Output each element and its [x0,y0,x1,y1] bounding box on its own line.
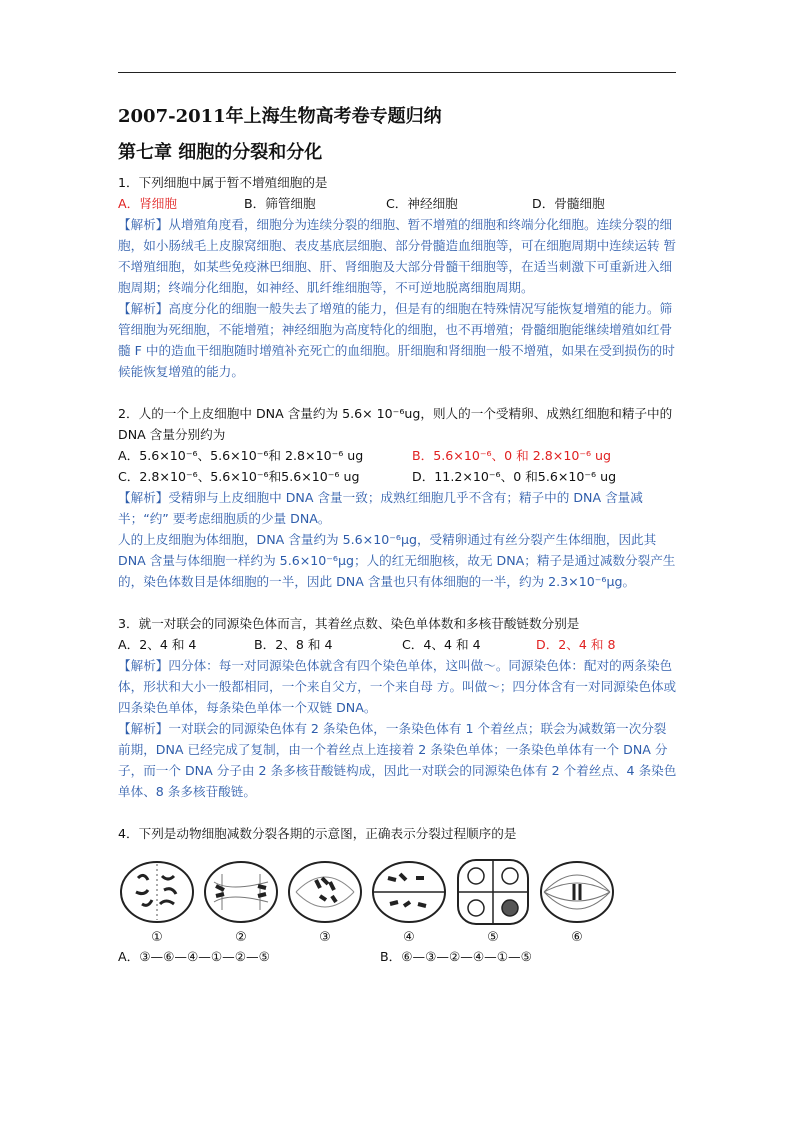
q2-option-d: D．11.2×10⁻⁶、0 和5.6×10⁻⁶ ug [412,469,617,484]
q3-option-d: D．2、4 和 8 [536,637,616,652]
cell-figure-1 [118,856,196,946]
cell-3-drawing [286,856,364,928]
cell-figure-6 [538,856,616,946]
cell-6-drawing [538,856,616,928]
q4-option-b: B．⑥—③—②—④—①—⑤ [380,949,532,964]
header-rule [118,72,676,73]
q3-analysis-1: 【解析】四分体：每一对同源染色体就含有四个染色单体，这叫做～。同源染色体：配对的两条染色体，形状和大小一般都相同，一个来自父方，一个来自母 方。叫做～；四分体含有一对同源染色体或四条染色单体，每条染色单体一个双链 DNA。 [118,658,677,715]
document-body [118,104,678,967]
q3-stem: 3．就一对联会的同源染色体而言，其着丝点数、染色单体数和多核苷酸链数分别是 [118,616,580,631]
cell-4-drawing [370,856,448,928]
q1-option-b: B．筛管细胞 [244,196,316,211]
q4-stem: 4．下列是动物细胞减数分裂各期的示意图，正确表示分裂过程顺序的是 [118,826,517,841]
q3-analysis-2: 【解析】一对联会的同源染色体有 2 条染色体，一条染色体有 1 个着丝点；联会为减数第一次分裂前期，DNA 已经完成了复制，由一个着丝点上连接着 2 条染色单体；一条染色单体有一个 DNA 分子，而一个 DNA 分子由 2 条多核苷酸链构成，因此一对联会的同源染色体有 2 个着丝点、4 条染色单体、8 条多核苷酸链。 [118,721,677,799]
q2-analysis-2: 人的上皮细胞为体细胞，DNA 含量约为 5.6×10⁻⁶μg，受精卵通过有丝分裂产生体细胞，因此其 DNA 含量与体细胞一样约为 5.6×10⁻⁶μg；人的红无细胞核，故无 DNA；精子是通过减数分裂产生的，染色体数目是体细胞的一半，因此 DNA 含量也只有体细胞的一半，约为 2.3×10⁻⁶μg。 [118,532,676,589]
cell-2-drawing [202,856,280,928]
figure-label-1: ① [151,930,163,945]
q2-option-c: C．2.8×10⁻⁶、5.6×10⁻⁶和5.6×10⁻⁶ ug [118,469,360,484]
q3-options [118,634,678,655]
q1-analysis-2: 【解析】高度分化的细胞一般失去了增殖的能力，但是有的细胞在特殊情况写能恢复增殖的能力。筛管细胞为死细胞，不能增殖；神经细胞为高度特化的细胞，也不再增殖；骨髓细胞能继续增殖如红骨髓 F 中的造血干细胞随时增殖补充死亡的血细胞。肝细胞和肾细胞一般不增殖，如果在受到损伤的时候能恢复增殖的能力。 [118,301,675,379]
q1-options [118,193,678,214]
q2-options-row1 [118,445,678,466]
figure-label-6: ⑥ [571,930,583,945]
cell-figure-5 [454,856,532,946]
q1-stem: 1．下列细胞中属于暂不增殖细胞的是 [118,175,328,190]
q2-options-row2 [118,466,678,487]
q3-option-b: B．2、8 和 4 [254,637,333,652]
q4-options [118,946,678,967]
chapter-heading: 第七章 细胞的分裂和分化 [118,142,323,163]
cell-figure-2 [202,856,280,946]
q2-analysis-1: 【解析】受精卵与上皮细胞中 DNA 含量一致；成熟红细胞几乎不含有；精子中的 DNA 含量减半；“约” 要考虑细胞质的少量 DNA。 [118,490,643,526]
meiosis-figure [118,848,678,946]
q2-option-b: B．5.6×10⁻⁶、0 和 2.8×10⁻⁶ ug [412,448,612,463]
cell-5-drawing [454,856,532,928]
document-title: 2007-2011年上海生物高考卷专题归纳 [118,106,442,127]
figure-label-2: ② [235,930,247,945]
cell-figure-3 [286,856,364,946]
q2-option-a: A．5.6×10⁻⁶、5.6×10⁻⁶和 2.8×10⁻⁶ ug [118,448,364,463]
q1-option-c: C．神经细胞 [386,196,458,211]
figure-label-4: ④ [403,930,415,945]
q2-stem: 2．人的一个上皮细胞中 DNA 含量约为 5.6× 10⁻⁶ug，则人的一个受精卵、成熟红细胞和精子中的 DNA 含量分别约为 [118,406,673,442]
q1-option-a: A．肾细胞 [118,196,177,211]
figure-label-5: ⑤ [487,930,499,945]
q3-option-c: C．4、4 和 4 [402,637,481,652]
q3-option-a: A．2、4 和 4 [118,637,197,652]
cell-1-drawing [118,856,196,928]
q1-option-d: D．骨髓细胞 [532,196,605,211]
q4-option-a: A．③—⑥—④—①—②—⑤ [118,949,270,964]
q1-analysis-1: 【解析】从增殖角度看，细胞分为连续分裂的细胞、暂不增殖的细胞和终端分化细胞。连续分裂的细胞，如小肠绒毛上皮腺窝细胞、表皮基底层细胞、部分骨髓造血细胞等，可在细胞周期中连续运转 暂不增殖细胞，如某些免疫淋巴细胞、肝、肾细胞及大部分骨髓干细胞等，在适当刺激下可重新进入细胞周期；终端分化细胞，如神经、肌纤维细胞等，不可逆地脱离细胞周期。 [118,217,677,295]
figure-label-3: ③ [319,930,331,945]
cell-figure-4 [370,856,448,946]
